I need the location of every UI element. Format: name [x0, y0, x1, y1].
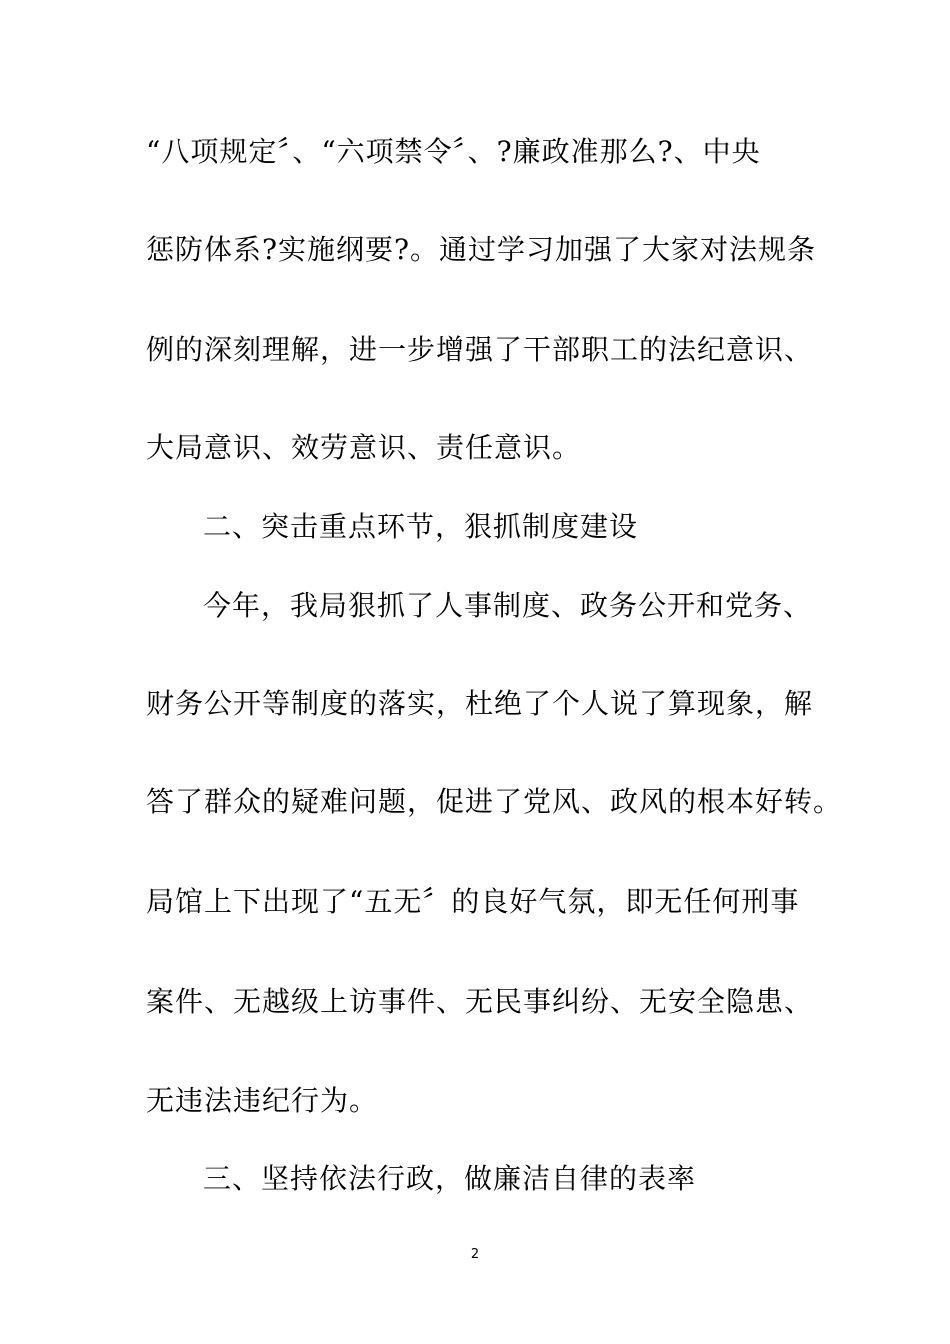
- body-text-line: 惩防体系?实施纲要?。通过学习加强了大家对法规条: [146, 233, 817, 266]
- body-text-line: 无违法违纪行为。: [146, 1084, 379, 1117]
- section-heading: 三、坚持依法行政，做廉洁自律的表率: [203, 1162, 697, 1195]
- body-text-line: 例的深刻理解，进一步增强了干部职工的法纪意识、: [146, 333, 814, 366]
- section-heading: 二、突击重点环节，狠抓制度建设: [203, 510, 639, 543]
- body-text-line: 大局意识、效劳意识、责任意识。: [146, 431, 582, 464]
- body-text-line: 答了群众的疑难问题，促进了党风、政风的根本好转。: [146, 785, 843, 818]
- body-text-line: 案件、无越级上访事件、无民事纠纷、无安全隐患、: [146, 985, 814, 1018]
- body-text-line: “八项规定〞、“六项禁令〞、?廉政准那么?、中央: [146, 135, 761, 168]
- body-text-line: 局馆上下出现了“五无〞的良好气氛，即无任何刑事: [146, 885, 800, 918]
- paragraph-first-line: 今年，我局狠抓了人事制度、政务公开和党务、: [203, 589, 813, 622]
- body-text-line: 财务公开等制度的落实，杜绝了个人说了算现象，解: [146, 687, 814, 720]
- page-number: 2: [470, 1247, 480, 1262]
